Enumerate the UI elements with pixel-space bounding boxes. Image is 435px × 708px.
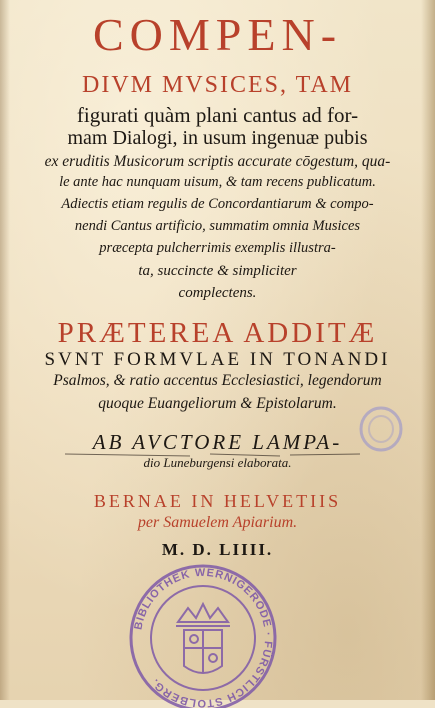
title-line-10: ta, succincte & simpliciter (138, 263, 297, 279)
imprint-year: M. D. LIIII. (161, 540, 274, 559)
imprint-city: BERNAE IN HELVETIIS (93, 491, 342, 511)
title-line-9: præcepta pulcherrimis exemplis illustra- (99, 240, 336, 256)
stamp-ring-text: BIBLIOTHEK WERNIGERODE · FÜRSTLICH STOLBERG. (132, 566, 275, 708)
title-line-6: le ante hac nunquam uisum, & tam recens publicatum. (59, 174, 376, 190)
title-line-1: COMPEN- (92, 9, 343, 60)
title-line-8: nendi Cantus artificio, summatim omnia Musices (74, 218, 361, 234)
addita-line-4: quoque Euangeliorum & Epistolarum. (98, 395, 337, 412)
title-line-3: figurati quàm plani cantus ad for- (76, 103, 359, 127)
author-line-1: AB AVCTORE LAMPA- (92, 430, 343, 454)
author-line-2: dio Luneburgensi elaborata. (143, 455, 292, 470)
title-line-4: mam Dialogi, in usum ingenuæ pubis (67, 127, 368, 149)
addita-line-2: SVNT FORMVLAE IN TONANDI (44, 349, 391, 370)
imprint-printer: per Samuelem Apiarium. (137, 514, 298, 531)
handwritten-underline-icon (60, 450, 390, 474)
title-line-11: complectens. (178, 285, 257, 301)
title-line-2: DIVM MVSICES, TAM (82, 72, 353, 98)
addita-heading: PRÆTEREA ADDITÆ (57, 317, 378, 349)
title-line-7: Adiectis etiam regulis de Concordantiarum & compo- (61, 196, 374, 212)
title-line-5: ex eruditis Musicorum scriptis accurate cōgestum, qua- (44, 153, 391, 170)
library-stamp-seal (118, 558, 288, 708)
addita-line-3: Psalmos, & ratio accentus Ecclesiastici, legendorum (53, 372, 382, 389)
